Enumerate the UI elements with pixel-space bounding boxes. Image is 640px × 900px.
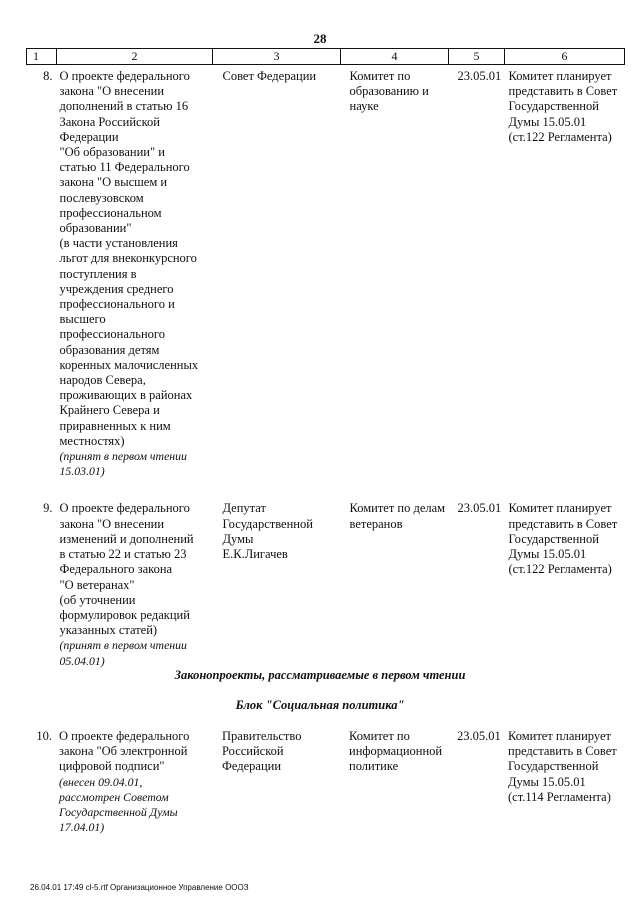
plan-note <box>505 497 625 668</box>
header-col-1: 1 <box>27 49 57 65</box>
text-line: 15.03.01) <box>59 464 105 479</box>
agenda-table-first-reading <box>26 729 624 835</box>
row-number: 9. <box>43 501 53 516</box>
header-col-6: 6 <box>505 49 625 65</box>
text-line: (об уточнении <box>59 592 136 607</box>
table-header-row <box>27 49 625 65</box>
text-line: (ст.114 Регламента) <box>508 789 611 804</box>
initiator <box>212 729 340 835</box>
bill-title <box>57 65 213 480</box>
text-line: Федерации <box>222 759 282 774</box>
text-line: дополнений в статью 16 <box>59 99 189 114</box>
text-line: в статью 22 и статью 23 <box>59 547 187 562</box>
text-line: закона "О внесении <box>59 84 165 99</box>
text-line: Государственной <box>222 516 313 531</box>
text-line: Комитет по <box>349 729 410 743</box>
bill-title <box>56 729 212 835</box>
text-line: Думы 15.05.01 <box>508 547 587 562</box>
text-line: Российской <box>222 744 284 759</box>
text-line: высшего <box>59 312 106 327</box>
text-line: Думы <box>222 531 254 546</box>
text-line: приравненных к ним <box>59 418 171 433</box>
text-line: народов Севера, <box>59 373 146 388</box>
text-line: представить в Совет <box>508 516 618 531</box>
text-line: Государственной Думы <box>59 805 178 820</box>
text-line: Правительство <box>222 729 302 743</box>
text-line: "Об образовании" и <box>59 145 165 160</box>
date: 23.05.01 <box>457 729 501 743</box>
text-line: послевузовском <box>59 190 144 205</box>
text-line: Думы 15.05.01 <box>508 774 586 789</box>
text-line: закона "Об электронной <box>59 744 188 759</box>
committee <box>341 65 449 480</box>
text-line: Депутат <box>222 501 266 516</box>
text-line: учреждения среднего <box>59 281 174 296</box>
text-line: Государственной <box>508 531 599 546</box>
text-line: Совет Федерации <box>222 69 317 83</box>
row-number: 8. <box>43 69 53 83</box>
plan-note <box>504 729 624 835</box>
text-line: "О ветеранах" <box>59 577 135 592</box>
plan-note <box>505 65 625 480</box>
text-line: местностях) <box>59 433 125 448</box>
text-line: Думы 15.05.01 <box>508 114 587 129</box>
text-line: Крайнего Севера и <box>59 403 160 418</box>
text-line: Государственной <box>508 99 599 114</box>
text-line: закона "О высшем и <box>59 175 168 190</box>
text-line: льгот для внеконкурсного <box>59 251 197 266</box>
text-line: статью 11 Федерального <box>59 160 190 175</box>
text-line: политике <box>349 759 399 774</box>
header-col-4: 4 <box>341 49 449 65</box>
text-line: коренных малочисленных <box>59 357 199 372</box>
text-line: образованию и <box>349 84 429 99</box>
initiator <box>213 497 341 668</box>
table-row <box>26 729 624 835</box>
text-line: цифровой подписи" <box>59 759 165 774</box>
text-line: Комитет планирует <box>508 729 611 743</box>
text-line: Государственной <box>508 759 599 774</box>
text-line: проживающих в районах <box>59 388 193 403</box>
text-line: ветеранов <box>349 516 403 531</box>
section-title: Законопроекты, рассматриваемые в первом чтении <box>174 668 466 682</box>
text-line: (принят в первом чтении <box>59 638 187 653</box>
page-number: 28 <box>313 31 327 46</box>
table-row <box>27 497 625 668</box>
text-line: Е.К.Лигачев <box>222 547 288 562</box>
text-line: Комитет планирует <box>508 69 612 83</box>
text-line: Комитет по делам <box>349 501 446 516</box>
text-line: образовании" <box>59 221 132 236</box>
text-line: Федерального закона <box>59 562 173 577</box>
date: 23.05.01 <box>457 69 502 83</box>
initiator <box>213 65 341 480</box>
text-line: О проекте федерального <box>59 69 190 83</box>
header-col-5: 5 <box>449 49 505 65</box>
text-line: Федерации <box>59 129 119 144</box>
text-line: (в части установления <box>59 236 178 251</box>
agenda-table <box>26 48 625 669</box>
text-line: 17.04.01) <box>59 820 105 835</box>
text-line: поступления в <box>59 266 137 281</box>
text-line: представить в Совет <box>508 84 618 99</box>
document-footer: 26.04.01 17:49 cl-5.rtf Организационное Управление ОООЗ <box>30 883 249 892</box>
block-title: Блок "Социальная политика" <box>235 698 405 712</box>
text-line: профессионального и <box>59 297 175 312</box>
date: 23.05.01 <box>457 501 502 516</box>
text-line: Комитет планирует <box>508 501 612 516</box>
row-number: 10. <box>36 729 52 743</box>
text-line: информационной <box>349 744 443 759</box>
text-line: (ст.122 Регламента) <box>508 129 612 144</box>
text-line: указанных статей) <box>59 623 158 638</box>
text-line: образования детям <box>59 342 160 357</box>
text-line: (принят в первом чтении <box>59 449 187 464</box>
text-line: Закона Российской <box>59 114 160 129</box>
text-line: 05.04.01) <box>59 653 105 668</box>
text-line: профессионального <box>59 327 165 342</box>
committee <box>340 729 448 835</box>
bill-title <box>57 497 213 668</box>
committee <box>341 497 449 668</box>
text-line: О проекте федерального <box>59 501 190 516</box>
text-line: рассмотрен Советом <box>59 789 169 804</box>
text-line: формулировок редакций <box>59 607 190 622</box>
text-line: Комитет по <box>349 69 411 83</box>
text-line: (ст.122 Регламента) <box>508 562 612 577</box>
text-line: закона "О внесении <box>59 516 165 531</box>
text-line: профессиональном <box>59 205 162 220</box>
text-line: О проекте федерального <box>59 729 190 743</box>
header-col-2: 2 <box>57 49 213 65</box>
text-line: науке <box>349 99 379 114</box>
text-line: представить в Совет <box>508 744 617 759</box>
table-row <box>27 65 625 480</box>
header-col-3: 3 <box>213 49 341 65</box>
text-line: (внесен 09.04.01, <box>59 774 143 789</box>
text-line: изменений и дополнений <box>59 531 194 546</box>
